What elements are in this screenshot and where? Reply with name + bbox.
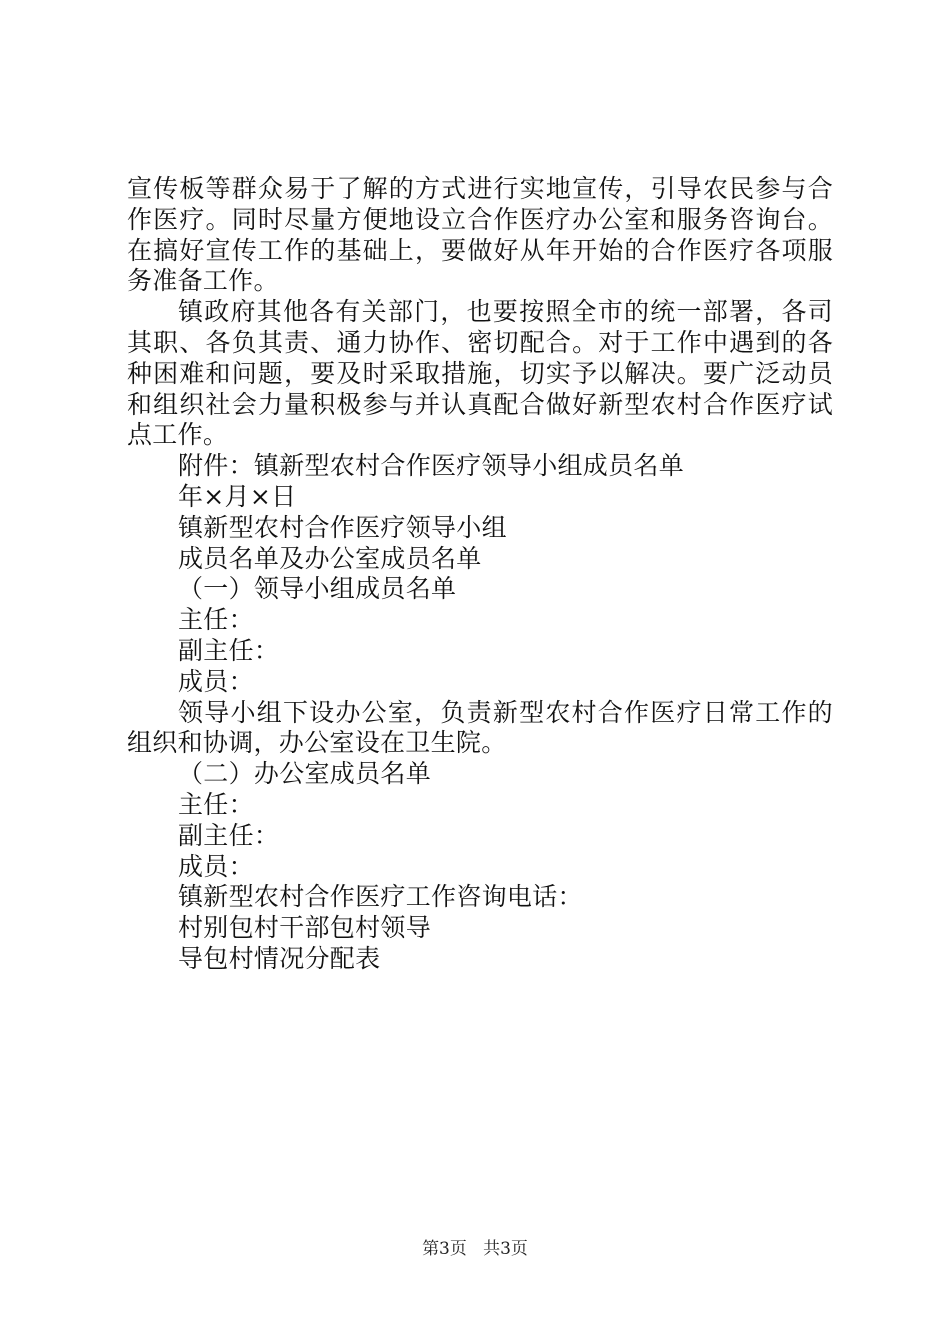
- date-line: 年×月×日: [178, 481, 297, 511]
- page-total: 共3页: [483, 1239, 528, 1259]
- attachment-title-line-2: 成员名单及办公室成员名单: [178, 543, 482, 573]
- office-members: 成员：: [178, 851, 254, 881]
- paragraph-departments-cooperation: 镇政府其他各有关部门，也要按照全市的统一部署，各司其职、各负其责、通力协作、密切配合。对于工作中遇到的各种困难和问题，要及时采取措施，切实予以解决。要广泛动员和组织社会力量积极参与并认真配合做好新型农村合作医疗试点工作。: [127, 297, 833, 450]
- leading-group-members: 成员：: [178, 666, 254, 696]
- section-heading-office: （二）办公室成员名单: [178, 759, 432, 789]
- section-heading-leading-group: （一）领导小组成员名单: [178, 574, 457, 604]
- page-number: 第3页: [422, 1239, 467, 1259]
- attachment-title-line-1: 镇新型农村合作医疗领导小组: [178, 512, 507, 542]
- village-assignment-line: 村别包村干部包村领导: [178, 913, 432, 943]
- attachment-line: 附件：镇新型农村合作医疗领导小组成员名单: [178, 451, 685, 481]
- leading-group-deputy-director: 副主任：: [178, 635, 280, 665]
- document-body: [127, 174, 833, 975]
- page-footer: [0, 1238, 950, 1260]
- paragraph-office-setup: 领导小组下设办公室，负责新型农村合作医疗日常工作的组织和协调，办公室设在卫生院。: [127, 697, 833, 758]
- paragraph-publicity-continuation: 宣传板等群众易于了解的方式进行实地宣传，引导农民参与合作医疗。同时尽量方便地设立合作医疗办公室和服务咨询台。在搞好宣传工作的基础上，要做好从年开始的合作医疗各项服务准备工作。: [127, 174, 833, 296]
- office-director: 主任：: [178, 789, 254, 819]
- assignment-table-title: 导包村情况分配表: [178, 943, 381, 973]
- leading-group-director: 主任：: [178, 605, 254, 635]
- consultation-phone-line: 镇新型农村合作医疗工作咨询电话：: [178, 882, 583, 912]
- office-deputy-director: 副主任：: [178, 820, 280, 850]
